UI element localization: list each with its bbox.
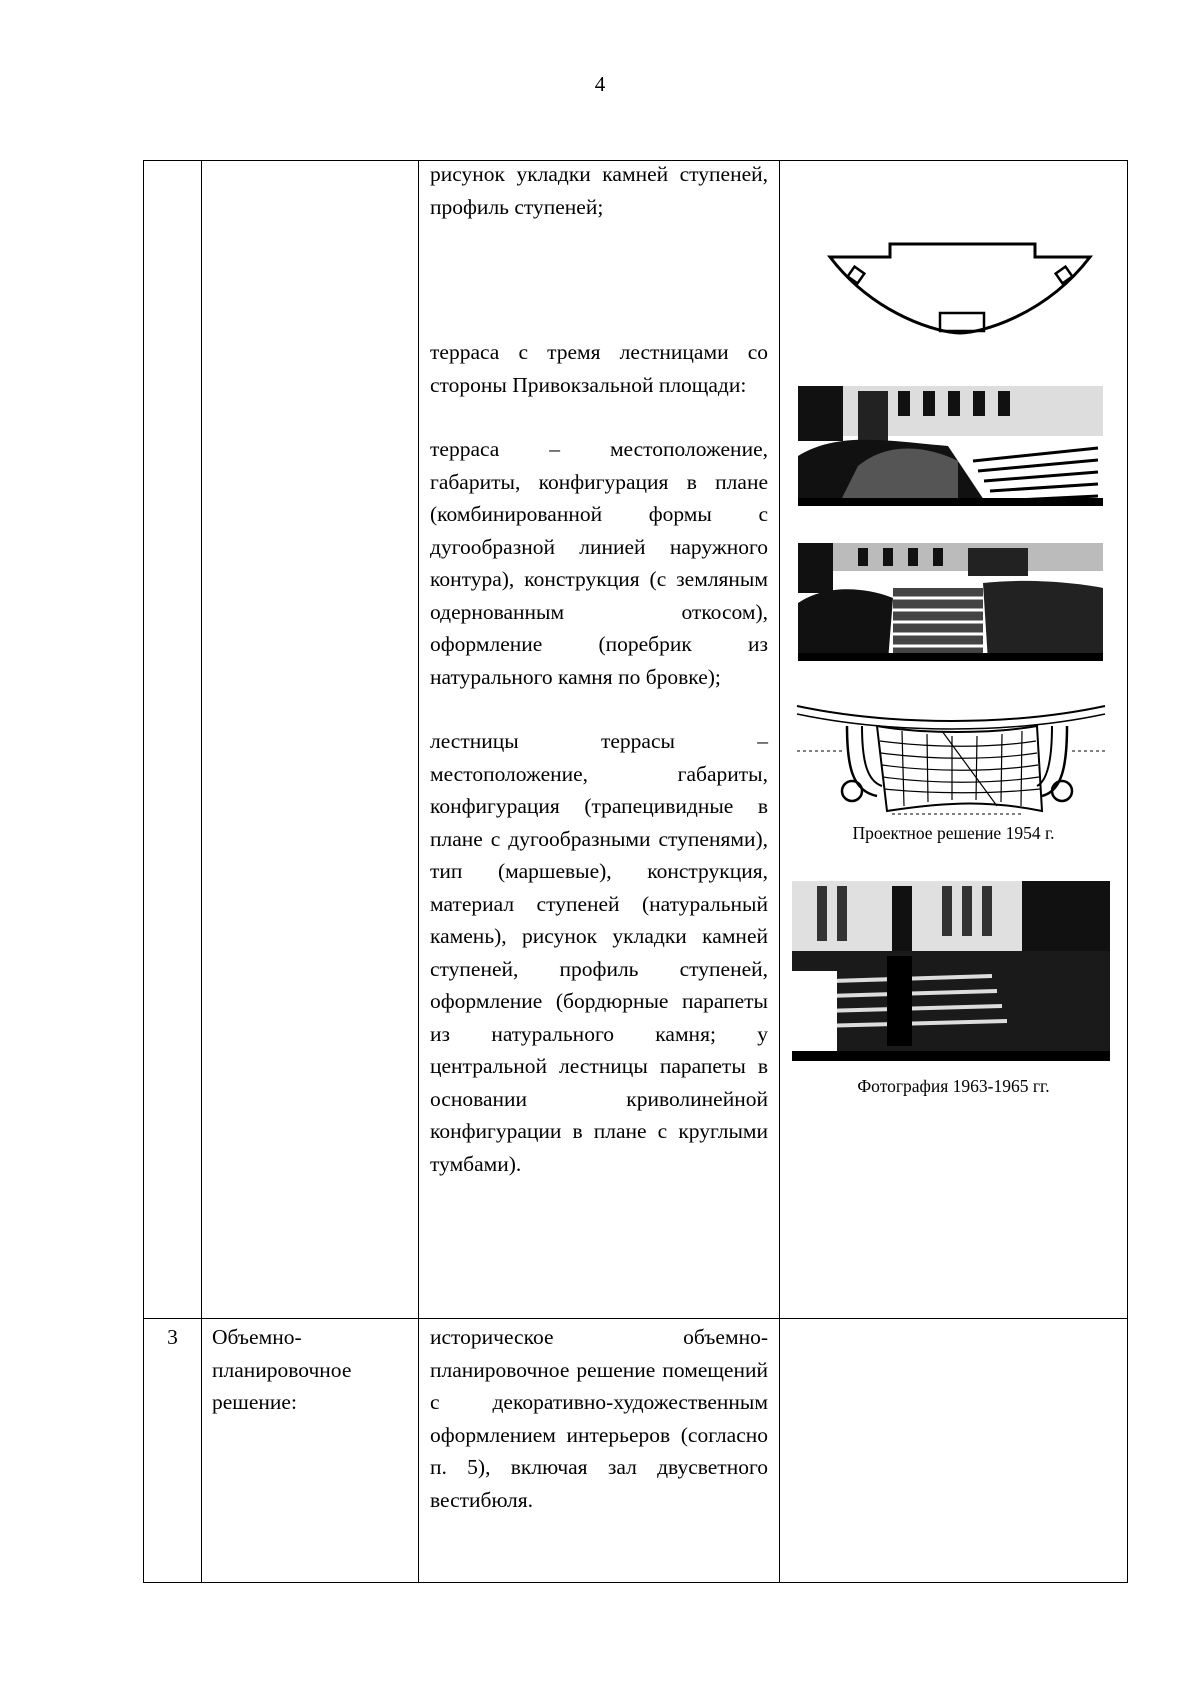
photo-caption: Фотография 1963-1965 гг.: [857, 1076, 1050, 1096]
stair-plan-drawing: [792, 696, 1110, 816]
page-number: 4: [594, 72, 606, 96]
plan-caption: Проектное решение 1954 г.: [852, 823, 1055, 843]
images-cell: [780, 1319, 1128, 1583]
name-cell: [202, 161, 419, 1319]
text-paragraph: лестницы террасы – местоположение, габариты, конфигурация (трапецивидные в плане с дугообразными ступенями), тип (маршевые), конструкция, материал ступеней (натуральный камень), рисунок укладки камней ступеней, профиль ступеней, оформление (бордюрные парапеты из натурального камня; у центральной лестницы парапеты в основании криволинейной конфигурации в плане с круглыми тумбами).: [430, 729, 768, 1176]
historic-photo: [792, 881, 1110, 1061]
document-table: [143, 160, 1128, 1583]
text-paragraph: терраса с тремя лестницами со стороны Привокзальной площади:: [430, 340, 768, 397]
table-row: [144, 161, 1128, 1319]
number-cell: [144, 1319, 202, 1583]
row-number: 3: [167, 1325, 178, 1349]
description-cell: [419, 1319, 780, 1583]
terrace-photo: [798, 386, 1103, 506]
text-paragraph: историческое объемно-планировочное решение помещений с декоративно-художественным оформлением интерьеров (согласно п. 5), включая зал двусветного вестибюля.: [430, 1325, 768, 1512]
terrace-plan-drawing: [820, 241, 1100, 341]
name-cell: [202, 1319, 419, 1583]
images-cell: [780, 161, 1128, 1319]
text-paragraph: рисунок укладки камней ступеней, профиль ступеней;: [430, 162, 768, 219]
central-stair-photo: [798, 543, 1103, 661]
description-cell: [419, 161, 780, 1319]
number-cell: [144, 161, 202, 1319]
text-paragraph: терраса – местоположение, габариты, конфигурация в плане (комбинированной формы с дугообразной линией наружного контура), конструкция (с земляным одернованным откосом), оформление (поребрик из натурального камня по бровке);: [430, 437, 768, 689]
table-row: [144, 1319, 1128, 1583]
row-name: Объемно-планировочное решение:: [212, 1325, 352, 1414]
